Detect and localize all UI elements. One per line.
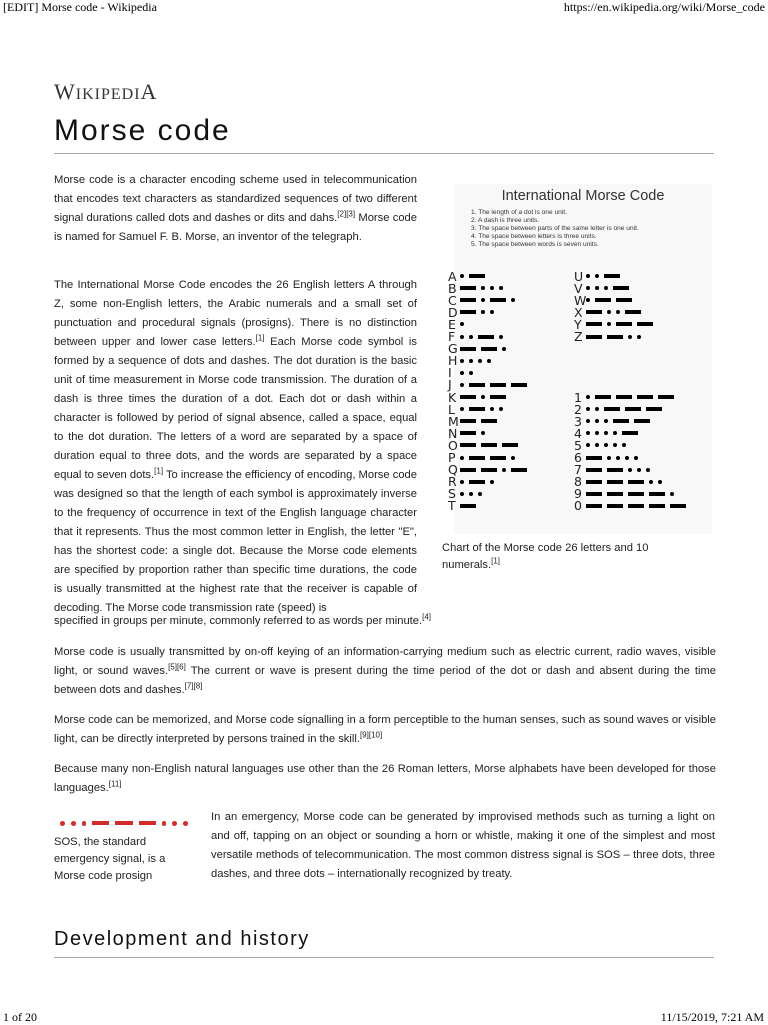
morse-character: J [448, 377, 452, 393]
sos-figure [54, 818, 194, 885]
morse-character: 7 [574, 462, 582, 478]
morse-dash [622, 431, 638, 435]
logo-first-letter: W [54, 79, 76, 104]
morse-code-chart [448, 184, 712, 534]
morse-dot [469, 335, 473, 339]
morse-character: 1 [574, 389, 582, 405]
morse-character: K [448, 389, 457, 405]
wikipedia-logo[interactable] [54, 79, 157, 105]
print-footer-page: 1 of 20 [3, 1010, 37, 1024]
morse-character: 9 [574, 486, 582, 502]
morse-dot [586, 419, 590, 423]
morse-dot [469, 359, 473, 363]
morse-character: 6 [574, 450, 582, 465]
morse-character: 0 [574, 498, 582, 514]
morse-character: 4 [574, 425, 582, 441]
morse-dash [616, 298, 632, 302]
morse-dot [625, 456, 629, 460]
morse-character: 3 [574, 413, 582, 429]
morse-dot [586, 443, 590, 447]
morse-dot [607, 310, 611, 314]
morse-dot [613, 443, 617, 447]
sos-dot [183, 821, 188, 826]
morse-dash [511, 468, 527, 472]
paragraph-emergency: In an emergency, Morse code can be generated by improvised methods such as turning a light on and off, tapping on an object or sounding a horn or whistle, making it one of the simplest and most versatile methods of telecommunication. The most common distress signal is SOS – three dots, three dashes, and three dots – internationally recognized by treaty. [211, 811, 715, 880]
morse-dot [460, 383, 464, 387]
morse-dot [481, 286, 485, 290]
morse-dash [607, 480, 623, 484]
morse-row-j [448, 379, 532, 391]
morse-character: T [448, 498, 456, 514]
morse-dash [613, 419, 629, 423]
morse-dash [613, 286, 629, 290]
morse-dot [481, 431, 485, 435]
intro-paragraph-1: Morse code is a character encoding scheme used in telecommunication that encodes text characters as standardized sequences of two different signal durations called dots and dashes or dits and dahs.[2][3] Morse code is named for Samuel F. B. Morse, an inventor of the telegraph. [54, 174, 417, 243]
morse-dot [658, 480, 662, 484]
morse-dash [658, 395, 674, 399]
morse-dot [595, 274, 599, 278]
morse-character: L [448, 401, 455, 417]
title-divider [54, 153, 714, 154]
morse-dash [460, 443, 476, 447]
morse-character: D [448, 304, 458, 320]
morse-dot [616, 456, 620, 460]
morse-dash [460, 431, 476, 435]
morse-dot [460, 456, 464, 460]
sos-dot [172, 821, 177, 826]
morse-dot [586, 407, 590, 411]
morse-dot [511, 456, 515, 460]
sos-dash [92, 821, 109, 825]
morse-dot [469, 371, 473, 375]
morse-dash [616, 322, 632, 326]
morse-character: B [448, 280, 457, 296]
citation-link[interactable]: [9][10] [359, 730, 383, 740]
morse-dot [499, 335, 503, 339]
morse-row-z [574, 331, 646, 343]
sos-dot [60, 821, 65, 826]
paragraph-transmission: Morse code is usually transmitted by on-off keying of an information-carrying medium such as electric current, radio waves, visible light, or sound waves.[5][6] The current or wave is present during the time period of the dot or dash and absent during the time between dots and dashes.[7][8] [54, 646, 716, 696]
morse-dot [487, 359, 491, 363]
morse-dash [625, 407, 641, 411]
morse-dot [460, 407, 464, 411]
morse-dash [490, 456, 506, 460]
morse-dash [481, 443, 497, 447]
morse-dot [469, 492, 473, 496]
intro-paragraph-2: The International Morse Code encodes the 26 English letters A through Z, some non-English letters, the Arabic numerals and a small set of punctuation and procedural signals (prosigns). There is no distinction between upper and lower case letters.[1] Each Morse code symbol is formed by a sequence of dots and dashes. The dot duration is the basic unit of time measurement in Morse code transmission. The duration of a dash is three times the duration of a dot. Each dot or dash within a character is followed by period of signal absence, called a space, equal to the dot duration. The letters of a word are separated by a space of duration equal to three dots, and the words are separated by a space equal to seven dots.[1] To increase the efficiency of encoding, Morse code was designed so that the length of each symbol is approximately inverse to the frequency of occurrence in text of the English language character that it represents. Thus the most common letter in English, the letter "E", has the shortest code: a single dot. Because the Morse code elements are specified by proportion rather than specific time durations, the code is usually transmitted at the highest rate that the receiver is capable of decoding. The Morse code transmission rate (speed) is [54, 279, 417, 614]
citation-link[interactable]: [1] [491, 556, 501, 566]
morse-dot [460, 335, 464, 339]
morse-dash [637, 322, 653, 326]
logo-last-letter: A [140, 79, 158, 104]
morse-dash [490, 298, 506, 302]
morse-dot [460, 480, 464, 484]
intro-paragraph-2-tail: specified in groups per minute, commonly referred to as words per minute.[4] [54, 612, 432, 627]
paragraph-memorized: Morse code can be memorized, and Morse code signalling in a form perceptible to the human senses, such as sound waves or visible light, can be directly interpreted by persons trained in the skill.[9][10] [54, 714, 716, 745]
sos-dash [139, 821, 156, 825]
morse-dot [490, 480, 494, 484]
morse-dash [460, 468, 476, 472]
morse-dash [607, 468, 623, 472]
morse-dot [628, 468, 632, 472]
morse-dot [490, 286, 494, 290]
morse-dot [586, 286, 590, 290]
morse-dash [478, 335, 494, 339]
morse-dash [586, 335, 602, 339]
morse-dot [634, 456, 638, 460]
morse-dot [670, 492, 674, 496]
morse-dot [604, 443, 608, 447]
chart-rule-4: 4. The space between letters is three units. [471, 233, 597, 240]
morse-dot [607, 456, 611, 460]
morse-dash [649, 492, 665, 496]
morse-character: A [448, 268, 457, 284]
morse-dash [460, 310, 476, 314]
morse-dash [634, 419, 650, 423]
sos-caption: SOS, the standard emergency signal, is a Morse code prosign [54, 836, 166, 882]
morse-dot [649, 480, 653, 484]
morse-dash [511, 383, 527, 387]
morse-dot [586, 274, 590, 278]
sos-signal-image [60, 818, 194, 828]
morse-dash [616, 395, 632, 399]
morse-character: Y [574, 316, 582, 332]
chart-rule-3: 3. The space between parts of the same letter is one unit. [471, 225, 639, 232]
sos-dash [115, 821, 132, 825]
morse-dash [460, 298, 476, 302]
citation-link[interactable]: [11] [108, 779, 122, 789]
morse-dash [625, 310, 641, 314]
morse-dot [490, 407, 494, 411]
morse-dash [460, 347, 476, 351]
morse-dash [607, 492, 623, 496]
morse-dash [469, 274, 485, 278]
morse-dot [595, 419, 599, 423]
print-footer-datetime: 11/15/2019, 7:21 AM [660, 1010, 764, 1024]
morse-dash [670, 504, 686, 508]
morse-character: H [448, 353, 458, 369]
morse-dash [586, 492, 602, 496]
morse-dot [460, 492, 464, 496]
morse-dot [460, 359, 464, 363]
page-title: Morse code [54, 114, 231, 147]
citation-link[interactable]: [2][3] [337, 209, 356, 219]
morse-dot [481, 395, 485, 399]
morse-dash [481, 347, 497, 351]
morse-dash [469, 383, 485, 387]
morse-character: Q [448, 462, 458, 478]
morse-dot [460, 274, 464, 278]
morse-dot [604, 419, 608, 423]
morse-row-q [448, 464, 532, 476]
morse-dash [481, 468, 497, 472]
morse-dash [637, 395, 653, 399]
morse-dot [481, 298, 485, 302]
morse-dot [481, 310, 485, 314]
citation-link[interactable]: [1] [255, 333, 265, 343]
morse-dash [586, 456, 602, 460]
morse-dot [616, 310, 620, 314]
morse-dash [607, 335, 623, 339]
sos-dot [82, 821, 87, 826]
morse-row-1 [574, 391, 679, 403]
morse-dot [604, 431, 608, 435]
morse-character: M [448, 413, 459, 429]
morse-character: R [448, 474, 457, 490]
morse-dot [502, 347, 506, 351]
morse-dash [469, 456, 485, 460]
morse-dot [595, 286, 599, 290]
morse-row-0 [574, 500, 691, 512]
morse-dot [586, 431, 590, 435]
morse-character: 2 [574, 401, 582, 417]
morse-character: U [574, 268, 584, 284]
citation-link[interactable]: [4] [422, 612, 432, 622]
morse-character: E [448, 316, 456, 332]
morse-dash [646, 407, 662, 411]
morse-dash [586, 468, 602, 472]
morse-dash [604, 407, 620, 411]
morse-dash [595, 298, 611, 302]
morse-dash [586, 322, 602, 326]
morse-character: Z [574, 329, 583, 344]
citation-link[interactable]: [1] [154, 466, 164, 476]
morse-dash [481, 419, 497, 423]
morse-dot [499, 407, 503, 411]
morse-dash [460, 286, 476, 290]
morse-dot [499, 286, 503, 290]
morse-character: W [574, 292, 587, 308]
morse-row-2 [574, 403, 667, 415]
morse-dash [490, 395, 506, 399]
morse-character: 5 [574, 437, 582, 453]
citation-link[interactable]: [5][6] [168, 662, 186, 672]
morse-character: X [574, 304, 583, 320]
section-heading-development: Development and history [54, 928, 310, 950]
morse-dash [586, 480, 602, 484]
morse-dot [595, 407, 599, 411]
morse-dash [607, 504, 623, 508]
morse-dot [478, 359, 482, 363]
sos-dot [71, 821, 76, 826]
chart-caption: Chart of the Morse code 26 letters and 10 numerals.[1] [442, 542, 649, 571]
morse-dot [595, 443, 599, 447]
morse-row-t [448, 500, 481, 512]
citation-link[interactable]: [7][8] [184, 681, 203, 691]
morse-dash [595, 395, 611, 399]
morse-dash [502, 443, 518, 447]
morse-dash [628, 504, 644, 508]
morse-row-8 [574, 476, 667, 488]
chart-rule-2: 2. A dash is three units. [471, 217, 540, 224]
morse-dash [604, 274, 620, 278]
morse-dash [460, 395, 476, 399]
morse-dash [469, 480, 485, 484]
morse-dot [595, 431, 599, 435]
morse-character: P [448, 450, 456, 465]
chart-title: International Morse Code [501, 188, 665, 204]
morse-dot [622, 443, 626, 447]
morse-dash [460, 419, 476, 423]
morse-row-3 [574, 415, 655, 427]
morse-dot [502, 468, 506, 472]
sos-dot [162, 821, 167, 826]
logo-middle-letters: IKIPEDI [75, 86, 141, 103]
morse-dash [649, 504, 665, 508]
morse-dot [490, 310, 494, 314]
morse-dash [586, 504, 602, 508]
morse-dot [586, 298, 590, 302]
morse-character: S [448, 486, 456, 502]
morse-dot [613, 431, 617, 435]
morse-dot [586, 395, 590, 399]
morse-dash [469, 407, 485, 411]
section-divider [54, 957, 714, 958]
morse-character: F [448, 329, 456, 344]
morse-dash [490, 383, 506, 387]
morse-row-7 [574, 464, 655, 476]
morse-dot [511, 298, 515, 302]
morse-character: N [448, 425, 458, 441]
morse-character: I [448, 365, 452, 381]
morse-dot [637, 468, 641, 472]
morse-character: G [448, 341, 458, 357]
morse-dash [628, 492, 644, 496]
morse-dot [646, 468, 650, 472]
print-header-url[interactable]: https://en.wikipedia.org/wiki/Morse_code [563, 0, 765, 14]
morse-dot [478, 492, 482, 496]
morse-dot [460, 371, 464, 375]
morse-character: V [574, 280, 583, 296]
print-header-title: [EDIT] Morse code - Wikipedia [3, 0, 157, 14]
morse-dot [607, 322, 611, 326]
chart-rule-5: 5. The space between words is seven units. [471, 241, 599, 248]
morse-dot [628, 335, 632, 339]
morse-row-9 [574, 488, 679, 500]
chart-rule-1: 1. The length of a dot is one unit. [471, 209, 567, 216]
morse-dot [460, 322, 464, 326]
morse-dash [460, 504, 476, 508]
morse-row-y [574, 318, 658, 330]
morse-dash [586, 310, 602, 314]
paragraph-alphabets: Because many non-English natural languages use other than the 26 Roman letters, Morse alphabets have been developed for those languages.[11] [54, 763, 716, 794]
morse-character: C [448, 292, 457, 308]
morse-dot [604, 286, 608, 290]
morse-character: 8 [574, 474, 582, 490]
morse-character: O [448, 437, 458, 453]
morse-dash [628, 480, 644, 484]
morse-dot [637, 335, 641, 339]
